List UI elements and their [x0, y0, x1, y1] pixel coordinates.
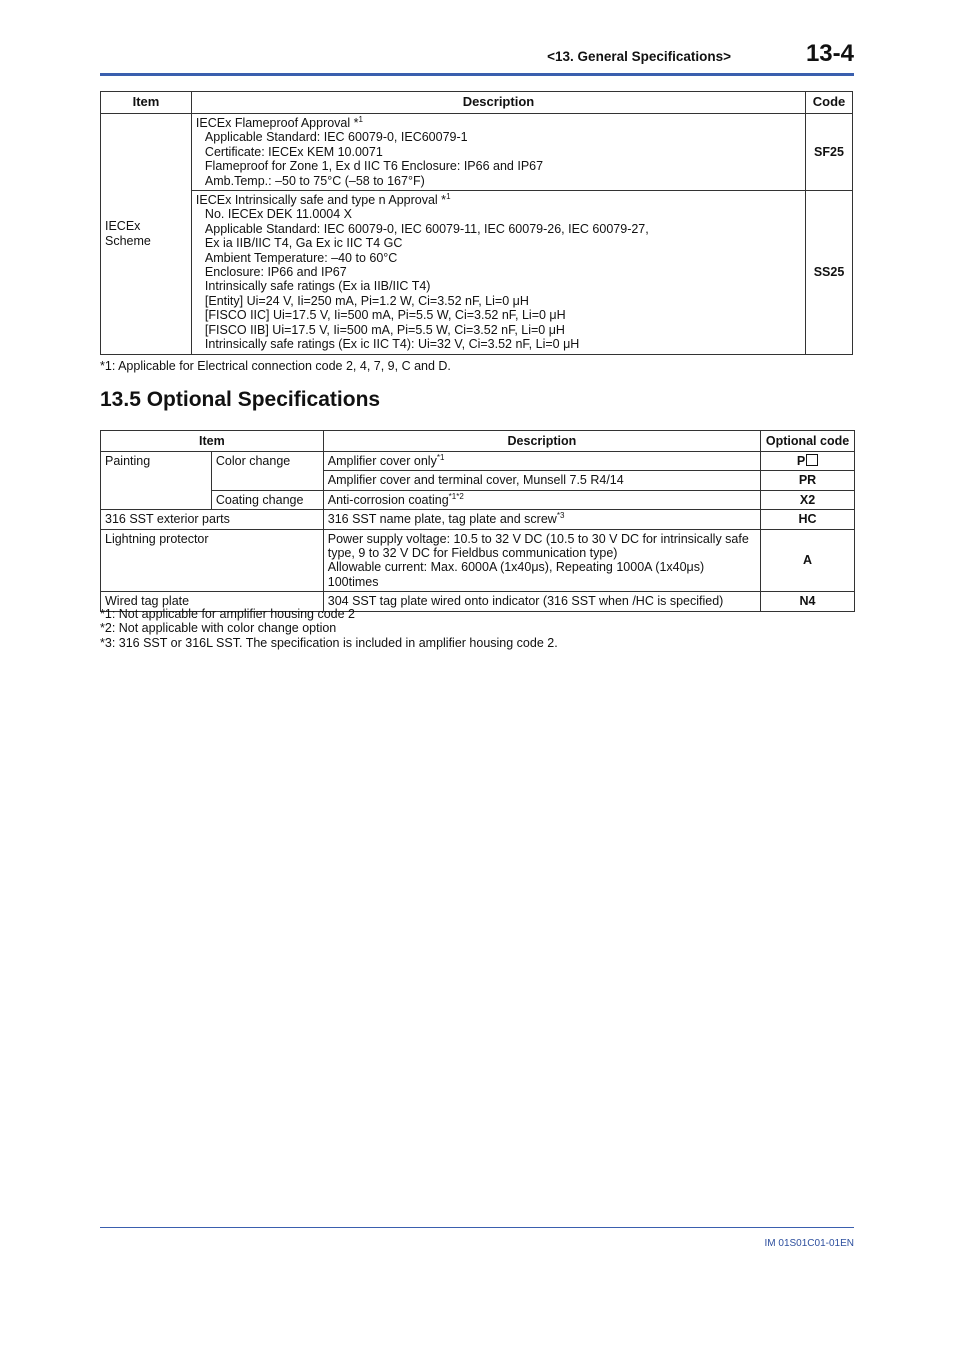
footer-rule	[100, 1227, 854, 1228]
code-cell: PR	[761, 471, 855, 490]
section-title-header: <13. General Specifications>	[547, 49, 731, 64]
code-cell: X2	[761, 490, 855, 509]
description-line: Enclosure: IP66 and IP67	[204, 265, 347, 280]
item-line: IECEx	[105, 219, 141, 234]
table-notes	[100, 607, 558, 650]
item-cell: Wired tag plate	[101, 592, 324, 611]
table-row	[101, 191, 853, 354]
item-cell	[101, 114, 192, 355]
code-cell: P	[761, 452, 855, 471]
description-line: No. IECEx DEK 11.0004 X	[204, 207, 352, 222]
subitem-cell: Coating change	[211, 490, 323, 509]
table-row	[101, 490, 855, 509]
description-line: Certificate: IECEx KEM 10.0071	[204, 144, 383, 159]
description-line: Power supply voltage: 10.5 to 32 V DC (10.5 to 30 V DC for intrinsically safe	[327, 531, 749, 546]
description-cell	[323, 529, 760, 592]
col-header-item: Item	[101, 431, 324, 452]
description-cell: Amplifier cover only$^{*1}$	[323, 452, 760, 471]
description-line: [FISCO IIB] Ui=17.5 V, Ii=500 mA, Pi=5.5 W, Ci=3.52 nF, Li=0 μH	[204, 322, 565, 337]
table-note: *1: Applicable for Electrical connection code 2, 4, 7, 9, C and D.	[100, 359, 451, 373]
table-row	[101, 114, 853, 191]
code-cell: SF25	[805, 114, 852, 191]
description-line: [FISCO IIC] Ui=17.5 V, Ii=500 mA, Pi=5.5 W, Ci=3.52 nF, Li=0 μH	[204, 308, 566, 323]
description-cell	[191, 191, 805, 354]
description-line: [Entity] Ui=24 V, Ii=250 mA, Pi=1.2 W, Ci=3.52 nF, Li=0 μH	[204, 293, 529, 308]
note-line: *1: Not applicable for amplifier housing code 2	[100, 607, 356, 621]
description-title: IECEx Flameproof Approval *$^1$	[195, 114, 363, 130]
col-header-optional-code: Optional code	[761, 431, 855, 452]
subitem-cell: Color change	[211, 452, 323, 491]
description-cell: 304 SST tag plate wired onto indicator (316 SST when /HC is specified)	[323, 592, 760, 611]
description-line: Flameproof for Zone 1, Ex d IIC T6 Enclosure: IP66 and IP67	[204, 159, 544, 174]
blank-square-icon	[806, 454, 818, 466]
item-cell: Painting	[101, 452, 212, 510]
code-cell: A	[761, 529, 855, 592]
description-line: Applicable Standard: IEC 60079-0, IEC 60079-11, IEC 60079-26, IEC 60079-27,	[204, 221, 649, 236]
item-cell: 316 SST exterior parts	[101, 510, 324, 529]
description-line: type, 9 to 32 V DC for Fieldbus communication type)	[327, 546, 618, 561]
description-line: Ambient Temperature: –40 to 60°C	[204, 250, 398, 265]
note-line: *2: Not applicable with color change option	[100, 621, 337, 636]
description-line: Intrinsically safe ratings (Ex ic IIC T4): Ui=32 V, Ci=3.52 nF, Li=0 μH	[204, 337, 580, 352]
optional-specifications-table	[100, 430, 855, 612]
note-line: *3: 316 SST or 316L SST. The specification is included in amplifier housing code 2.	[100, 635, 558, 650]
description-cell: Amplifier cover and terminal cover, Munsell 7.5 R4/14	[323, 471, 760, 490]
code-cell: SS25	[805, 191, 852, 354]
table-row	[101, 529, 855, 592]
item-line: Scheme	[105, 233, 151, 248]
section-heading: 13.5 Optional Specifications	[100, 388, 381, 411]
page-header	[100, 40, 854, 74]
description-line: Allowable current: Max. 6000A (1x40μs), Repeating 1000A (1x40μs) 100times	[327, 560, 705, 589]
col-header-description: Description	[191, 92, 805, 114]
description-cell: Anti-corrosion coating$^{*1*2}$	[323, 490, 760, 509]
table-row	[101, 452, 855, 471]
description-line: Applicable Standard: IEC 60079-0, IEC60079-1	[204, 130, 468, 145]
code-cell: N4	[761, 592, 855, 611]
col-header-description: Description	[323, 431, 760, 452]
item-cell: Lightning protector	[101, 529, 324, 592]
page-number: 13-4	[805, 40, 854, 67]
description-line: Intrinsically safe ratings (Ex ia IIB/IIC T4)	[204, 279, 431, 294]
description-line: Ex ia IIB/IIC T4, Ga Ex ic IIC T4 GC	[204, 236, 403, 251]
code-cell: HC	[761, 510, 855, 529]
description-title: IECEx Intrinsically safe and type n Approval *$^1$	[195, 191, 451, 208]
col-header-code: Code	[805, 92, 852, 114]
document-id: IM 01S01C01-01EN	[764, 1238, 854, 1249]
col-header-item: Item	[101, 92, 192, 114]
description-cell	[191, 114, 805, 191]
header-rule	[100, 73, 854, 76]
description-line: Amb.Temp.: –50 to 75°C (–58 to 167°F)	[204, 173, 425, 188]
iecex-table	[100, 91, 853, 355]
table-row	[101, 510, 855, 529]
description-cell: 316 SST name plate, tag plate and screw$^{*3}$	[323, 510, 760, 529]
